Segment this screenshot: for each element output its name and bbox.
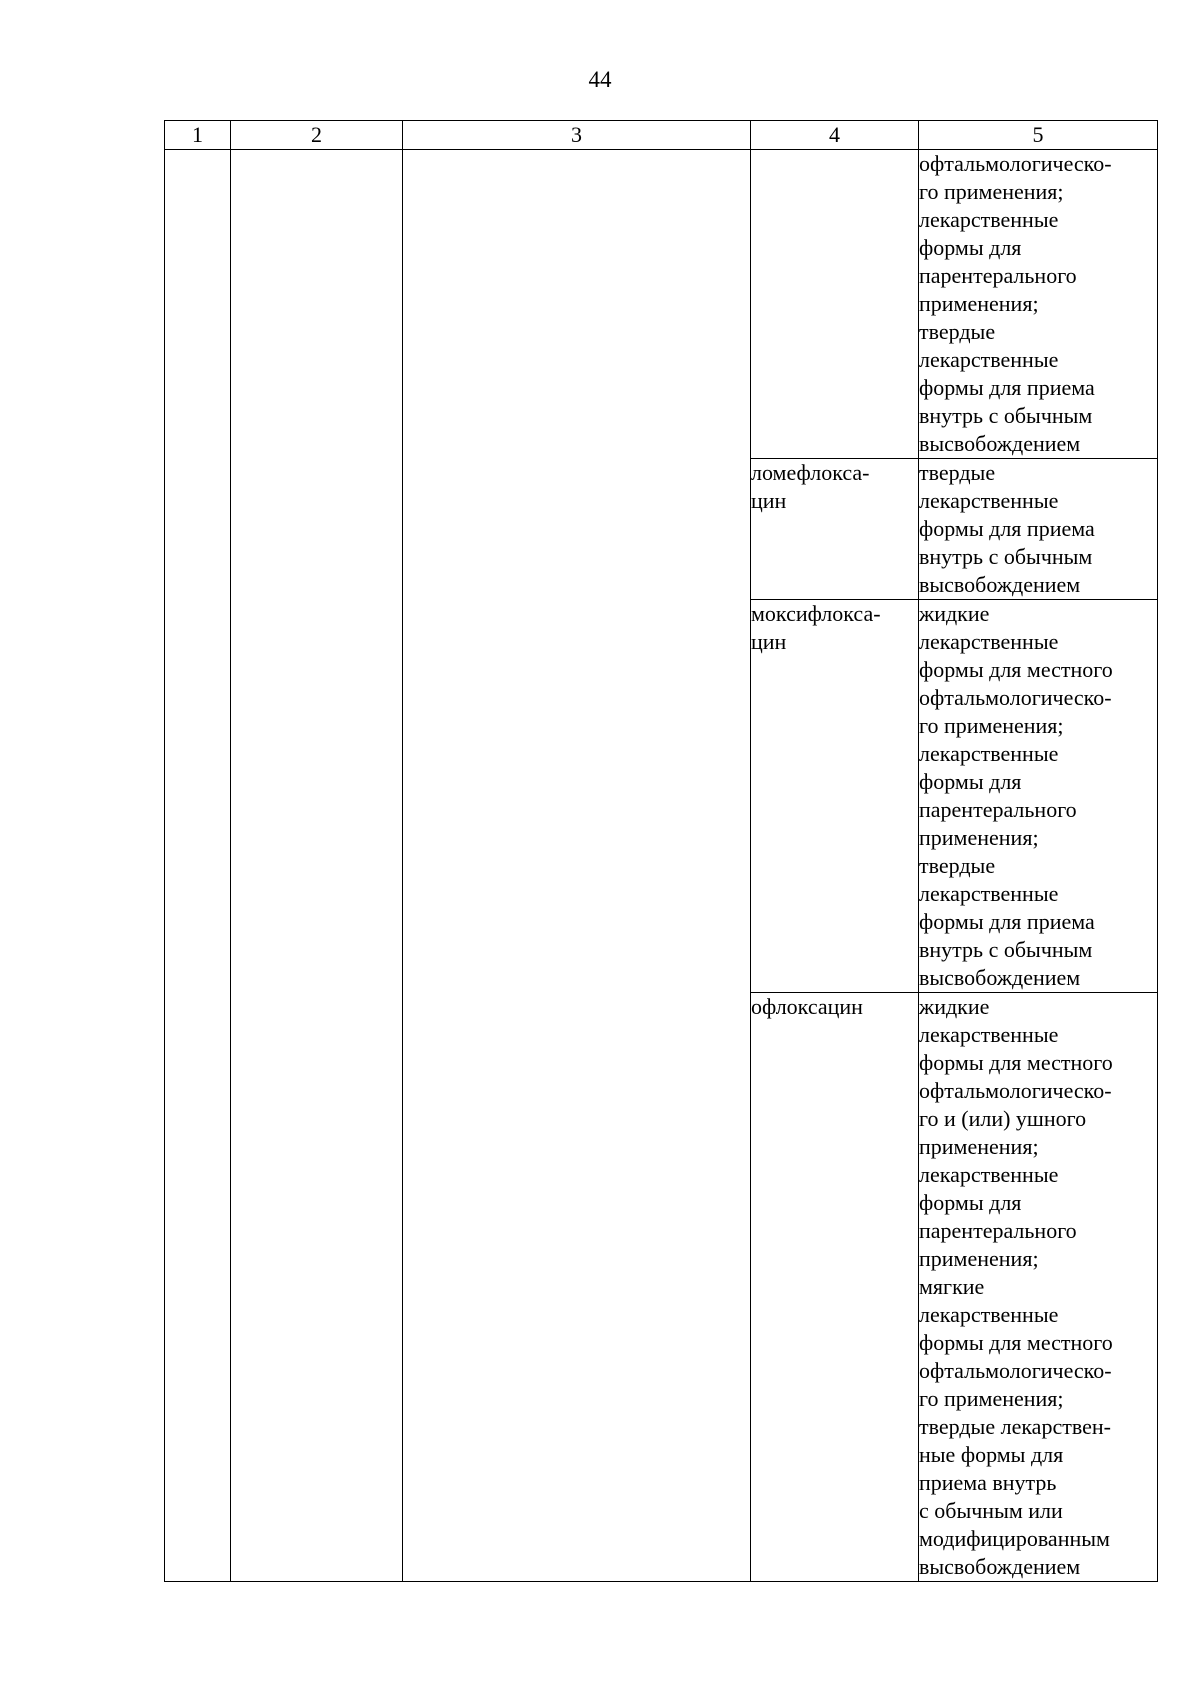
dosage-forms: твердые лекарственные формы для приема внутрь с обычным высвобождением <box>919 460 1095 597</box>
page-number: 44 <box>588 67 612 92</box>
column-3-cell <box>403 150 751 1582</box>
column-header-4: 4 <box>751 121 919 150</box>
drug-name: офлоксацин <box>751 994 863 1019</box>
dosage-forms-cell <box>919 993 1158 1582</box>
dosage-forms-cell <box>919 459 1158 600</box>
dosage-forms-cell <box>919 600 1158 993</box>
table-row <box>165 150 1158 459</box>
drug-forms-table <box>164 120 1158 1582</box>
column-1-cell <box>165 150 231 1582</box>
column-header-5: 5 <box>919 121 1158 150</box>
drug-name: ломефлокса- цин <box>751 460 870 513</box>
column-header-2: 2 <box>231 121 403 150</box>
drug-name-cell <box>751 993 919 1582</box>
dosage-forms: жидкие лекарственные формы для местного офтальмологическо- го применения; лекарственные формы для парентерального применения; твердые лекарственные формы для приема внутрь с обычным высвобождением <box>919 601 1113 990</box>
column-header-1: 1 <box>165 121 231 150</box>
drug-name-cell <box>751 600 919 993</box>
table-header-row <box>165 121 1158 150</box>
dosage-forms-cell <box>919 150 1158 459</box>
column-2-cell <box>231 150 403 1582</box>
column-header-3: 3 <box>403 121 751 150</box>
drug-name-cell <box>751 459 919 600</box>
drug-name: моксифлокса- цин <box>751 601 881 654</box>
dosage-forms: жидкие лекарственные формы для местного офтальмологическо- го и (или) ушного применения; лекарственные формы для парентерального применения; мягкие лекарственные формы для местного офтальмологическо- го применения; твердые лекарствен- ные формы для приема внутрь с обычным или модифицированным высвобождением <box>919 994 1113 1579</box>
dosage-forms: офтальмологическо- го применения; лекарственные формы для парентерального применения; твердые лекарственные формы для приема внутрь с обычным высвобождением <box>919 151 1112 456</box>
drug-name-cell <box>751 150 919 459</box>
